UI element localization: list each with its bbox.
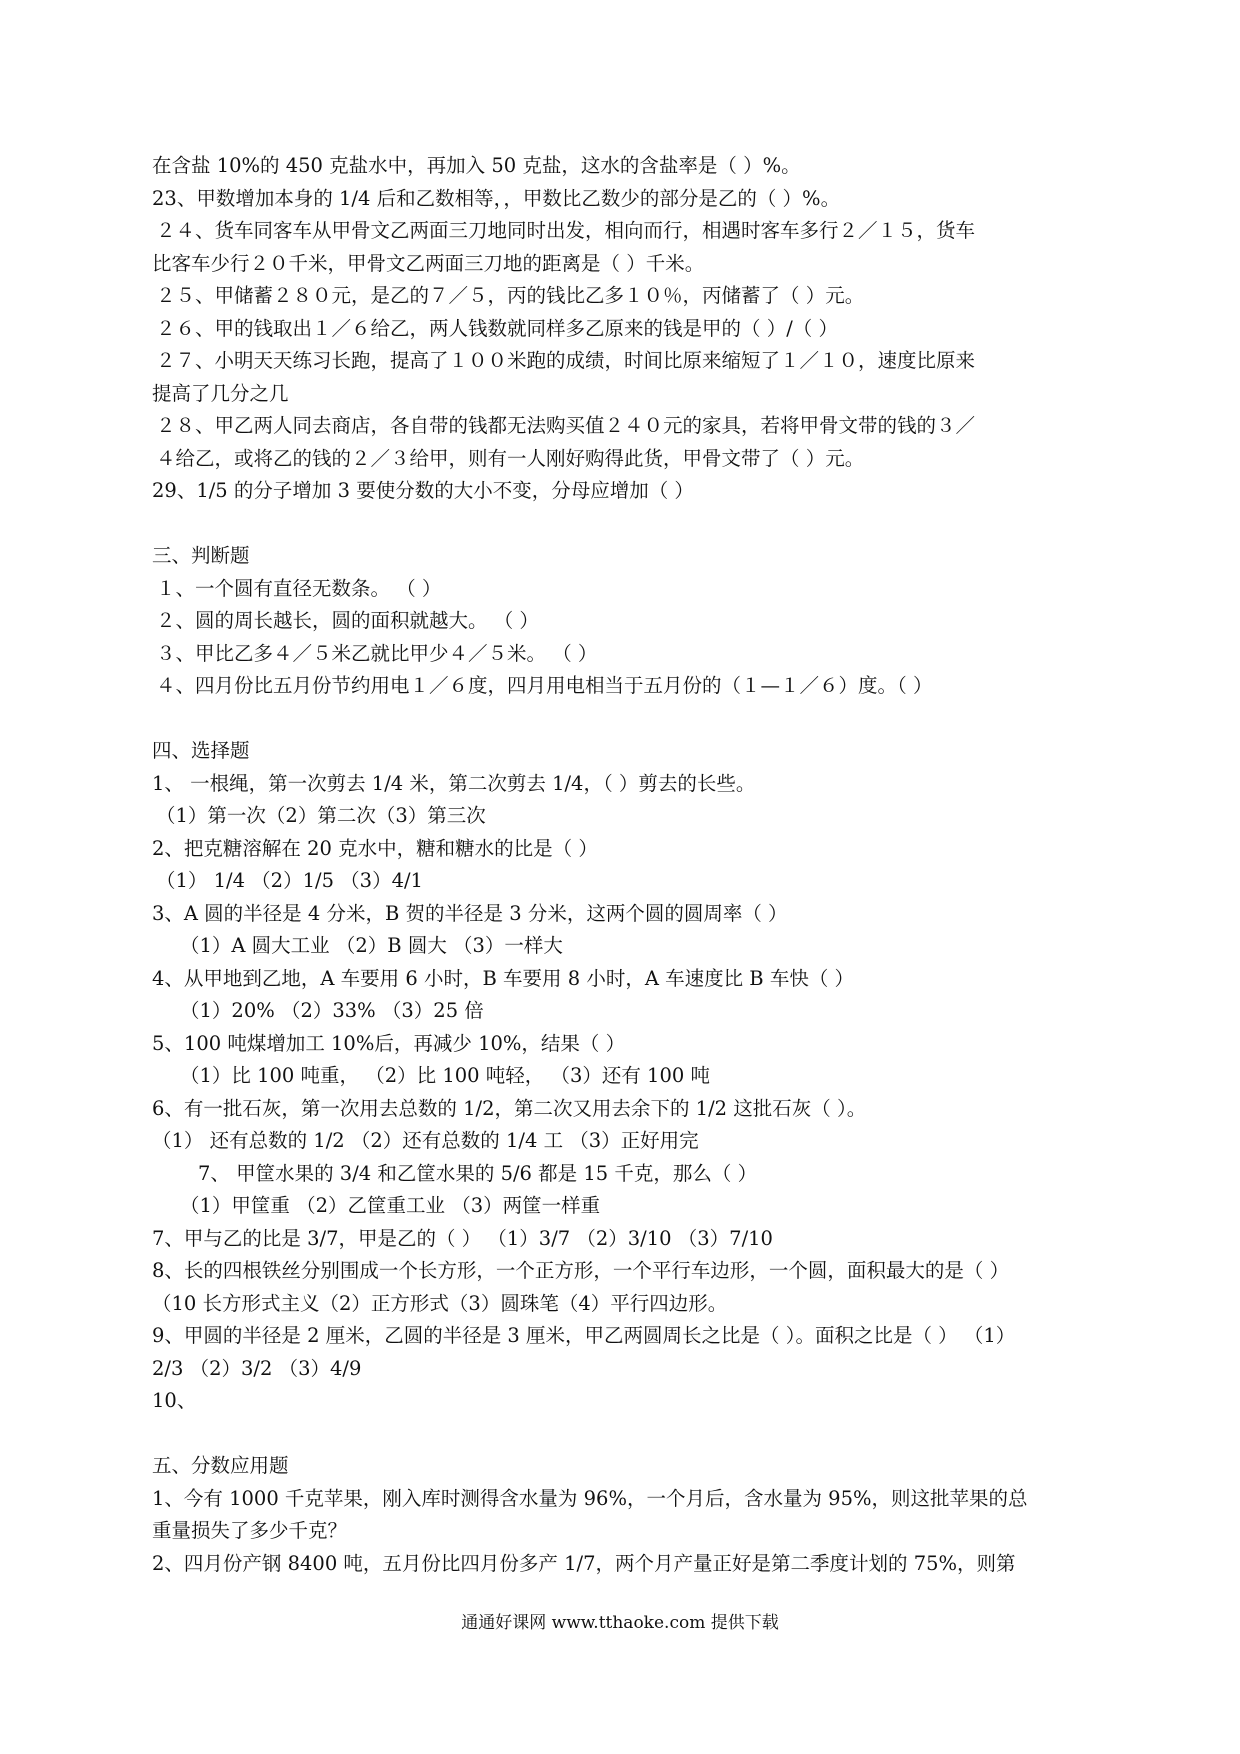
choice-question-5: 5、100 吨煤增加工 10%后，再减少 10%，结果（ ）: [152, 1031, 626, 1055]
blank-line: [152, 508, 1082, 541]
section-heading-judgement: 三、判断题: [152, 544, 250, 567]
question-text: 在含盐 10%的 450 克盐水中，再加入 50 克盐，这水的含盐率是（ ）%。: [152, 154, 801, 177]
choice-options-4: （1）20% （2）33% （3）25 倍: [180, 999, 484, 1022]
choice-options-1: （1）第一次（2）第二次（3）第三次: [156, 804, 486, 827]
question-23: 23、甲数增加本身的 1/4 后和乙数相等，，甲数比乙数少的部分是乙的（ ）%。: [152, 186, 841, 210]
choice-options-3: （1）A 圆大工业 （2）B 圆大 （3）一样大: [180, 934, 563, 957]
choice-question-1: 1、 一根绳，第一次剪去 1/4 米，第二次剪去 1/4，（ ）剪去的长些。: [152, 771, 756, 795]
choice-question-6: 6、有一批石灰，第一次用去总数的 1/2，第二次又用去余下的 1/2 这批石灰（ ）。: [152, 1096, 867, 1120]
judgement-item-3: ３、甲比乙多４／５米乙就比甲少４／５米。 （ ）: [156, 641, 598, 665]
question-25: ２５、甲储蓄２８０元，是乙的７／５，丙的钱比乙多１０％，丙储蓄了（ ）元。: [156, 284, 865, 307]
choice-options-8: （10 长方形式主义（2）正方形式（3）圆珠笔（4）平行四边形。: [152, 1291, 728, 1315]
choice-question-8: 8、长的四根铁丝分别围成一个长方形，一个正方形，一个平行车边形，一个圆，面积最大的是（ ）: [152, 1259, 1010, 1282]
choice-options-9: 2/3 （2）3/2 （3）4/9: [152, 1356, 362, 1380]
choice-question-4: 4、从甲地到乙地，A 车要用 6 小时，B 车要用 8 小时，A 车速度比 B 车快（ ）: [152, 966, 855, 990]
choice-question-3: 3、A 圆的半径是 4 分米，B 贺的半径是 3 分米，这两个圆的圆周率（ ）: [152, 901, 788, 925]
section-heading-choice: 四、选择题: [152, 739, 250, 762]
choice-options-2: （1） 1/4 （2）1/5 （3）4/1: [156, 869, 423, 892]
question-27: ２７、小明天天练习长跑，提高了１００米跑的成绩，时间比原来缩短了１／１０，速度比原来: [156, 349, 976, 372]
blank-line: [152, 1418, 1082, 1451]
choice-question-7: 7、 甲筐水果的 3/4 和乙筐水果的 5/6 都是 15 千克，那么（ ）: [198, 1161, 758, 1185]
choice-options-6: （1） 还有总数的 1/2 （2）还有总数的 1/4 工 （3）正好用完: [152, 1129, 699, 1152]
question-26: ２６、甲的钱取出１／６给乙，两人钱数就同样多乙原来的钱是甲的（ ）/（ ）: [156, 316, 838, 340]
choice-question-2: 2、把克糖溶解在 20 克水中，糖和糖水的比是（ ）: [152, 836, 598, 860]
choice-question-9: 9、甲圆的半径是 2 厘米，乙圆的半径是 3 厘米，甲乙两圆周长之比是（ ）。面积之比是（ ） （1）: [152, 1324, 1016, 1347]
question-24-continued: 比客车少行２０千米，甲骨文乙两面三刀地的距离是（ ）千米。: [152, 251, 705, 275]
judgement-item-4: ４、四月份比五月份节约用电１／６度，四月用电相当于五月份的（１—１／６）度。（ ）: [156, 674, 933, 697]
problem-1-continued: 重量损失了多少千克？: [152, 1519, 348, 1542]
question-27-continued: 提高了几分之几: [152, 381, 289, 405]
section-heading-fraction-problems: 五、分数应用题: [152, 1454, 289, 1477]
question-28: ２８、甲乙两人同去商店，各自带的钱都无法购买值２４０元的家具，若将甲骨文带的钱的３／: [156, 414, 976, 437]
choice-question-7b: 7、甲与乙的比是 3/7，甲是乙的（ ） （1）3/7 （2）3/10 （3）7/10: [152, 1226, 773, 1250]
choice-options-7: （1）甲筐重 （2）乙筐重工业 （3）两筐一样重: [180, 1194, 601, 1217]
judgement-item-1: １、一个圆有直径无数条。 （ ）: [156, 576, 442, 600]
question-28-continued: ４给乙，或将乙的钱的２／３给甲，则有一人刚好购得此货，甲骨文带了（ ）元。: [156, 446, 865, 470]
question-24: ２４、货车同客车从甲骨文乙两面三刀地同时出发，相向而行，相遇时客车多行２／１５，货车: [156, 219, 976, 242]
problem-1: 1、今有 1000 千克苹果，刚入库时测得含水量为 96%，一个月后，含水量为 95%，则这批苹果的总: [152, 1486, 1028, 1510]
problem-2: 2、四月份产钢 8400 吨，五月份比四月份多产 1/7，两个月产量正好是第二季度计划的 75%，则第: [152, 1551, 1016, 1575]
page-content: [152, 150, 1082, 1580]
choice-options-5: （1）比 100 吨重， （2）比 100 吨轻， （3）还有 100 吨: [180, 1064, 710, 1087]
judgement-item-2: ２、圆的周长越长，圆的面积就越大。 （ ）: [156, 609, 539, 632]
question-29: 29、1/5 的分子增加 3 要使分数的大小不变，分母应增加（ ）: [152, 479, 694, 502]
blank-line: [152, 703, 1082, 736]
choice-question-10: 10、: [152, 1389, 197, 1412]
footer-credit: 通通好课网 www.tthaoke.com 提供下载: [461, 1613, 779, 1633]
